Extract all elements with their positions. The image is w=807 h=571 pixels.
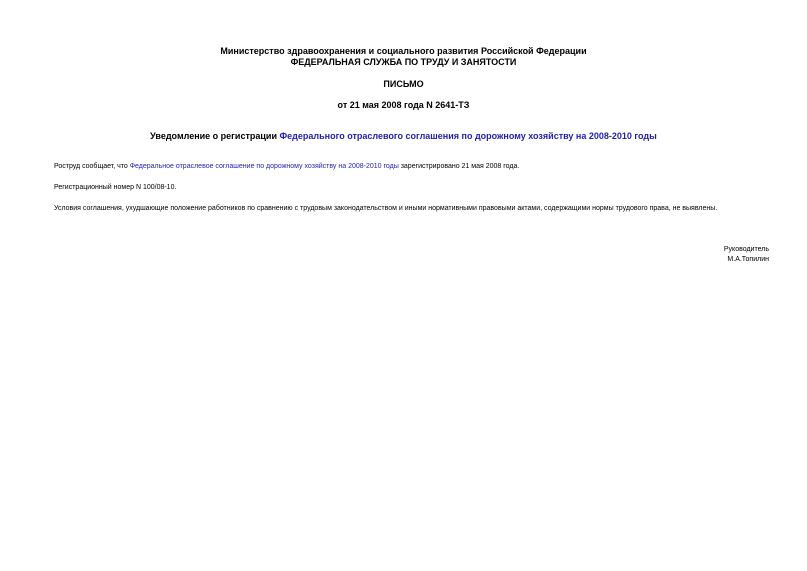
document-title xyxy=(0,131,807,142)
paragraph-registration-number: Регистрационный номер N 100/08-10. xyxy=(54,184,177,191)
ministry-name: Министерство здравоохранения и социального развития Российской Федерации xyxy=(220,46,587,56)
signature-name: М.А.Топилин xyxy=(727,256,769,263)
p1-prefix: Роструд сообщает, что xyxy=(54,163,130,170)
signature-role: Руководитель xyxy=(723,246,769,253)
paragraph-registration xyxy=(54,162,519,171)
agreement-link[interactable]: Федеральное отраслевое соглашение по дорожному хозяйству на 2008-2010 годы xyxy=(129,163,399,170)
document-type: ПИСЬМО xyxy=(383,79,424,89)
title-agreement-link[interactable]: Федерального отраслевого соглашения по дорожному хозяйству на 2008-2010 годы xyxy=(279,131,657,141)
paragraph-conditions: Условия соглашения, ухудшающие положение работников по сравнению с трудовым законодательством и иными нормативными правовыми актами, содержащими нормы трудового права, не выявлены. xyxy=(54,205,718,212)
service-name: ФЕДЕРАЛЬНАЯ СЛУЖБА ПО ТРУДУ И ЗАНЯТОСТИ xyxy=(290,57,517,67)
title-prefix: Уведомление о регистрации xyxy=(150,131,280,141)
p1-suffix: зарегистрировано 21 мая 2008 года. xyxy=(398,163,520,170)
document-date-number: от 21 мая 2008 года N 2641-ТЗ xyxy=(337,100,470,110)
